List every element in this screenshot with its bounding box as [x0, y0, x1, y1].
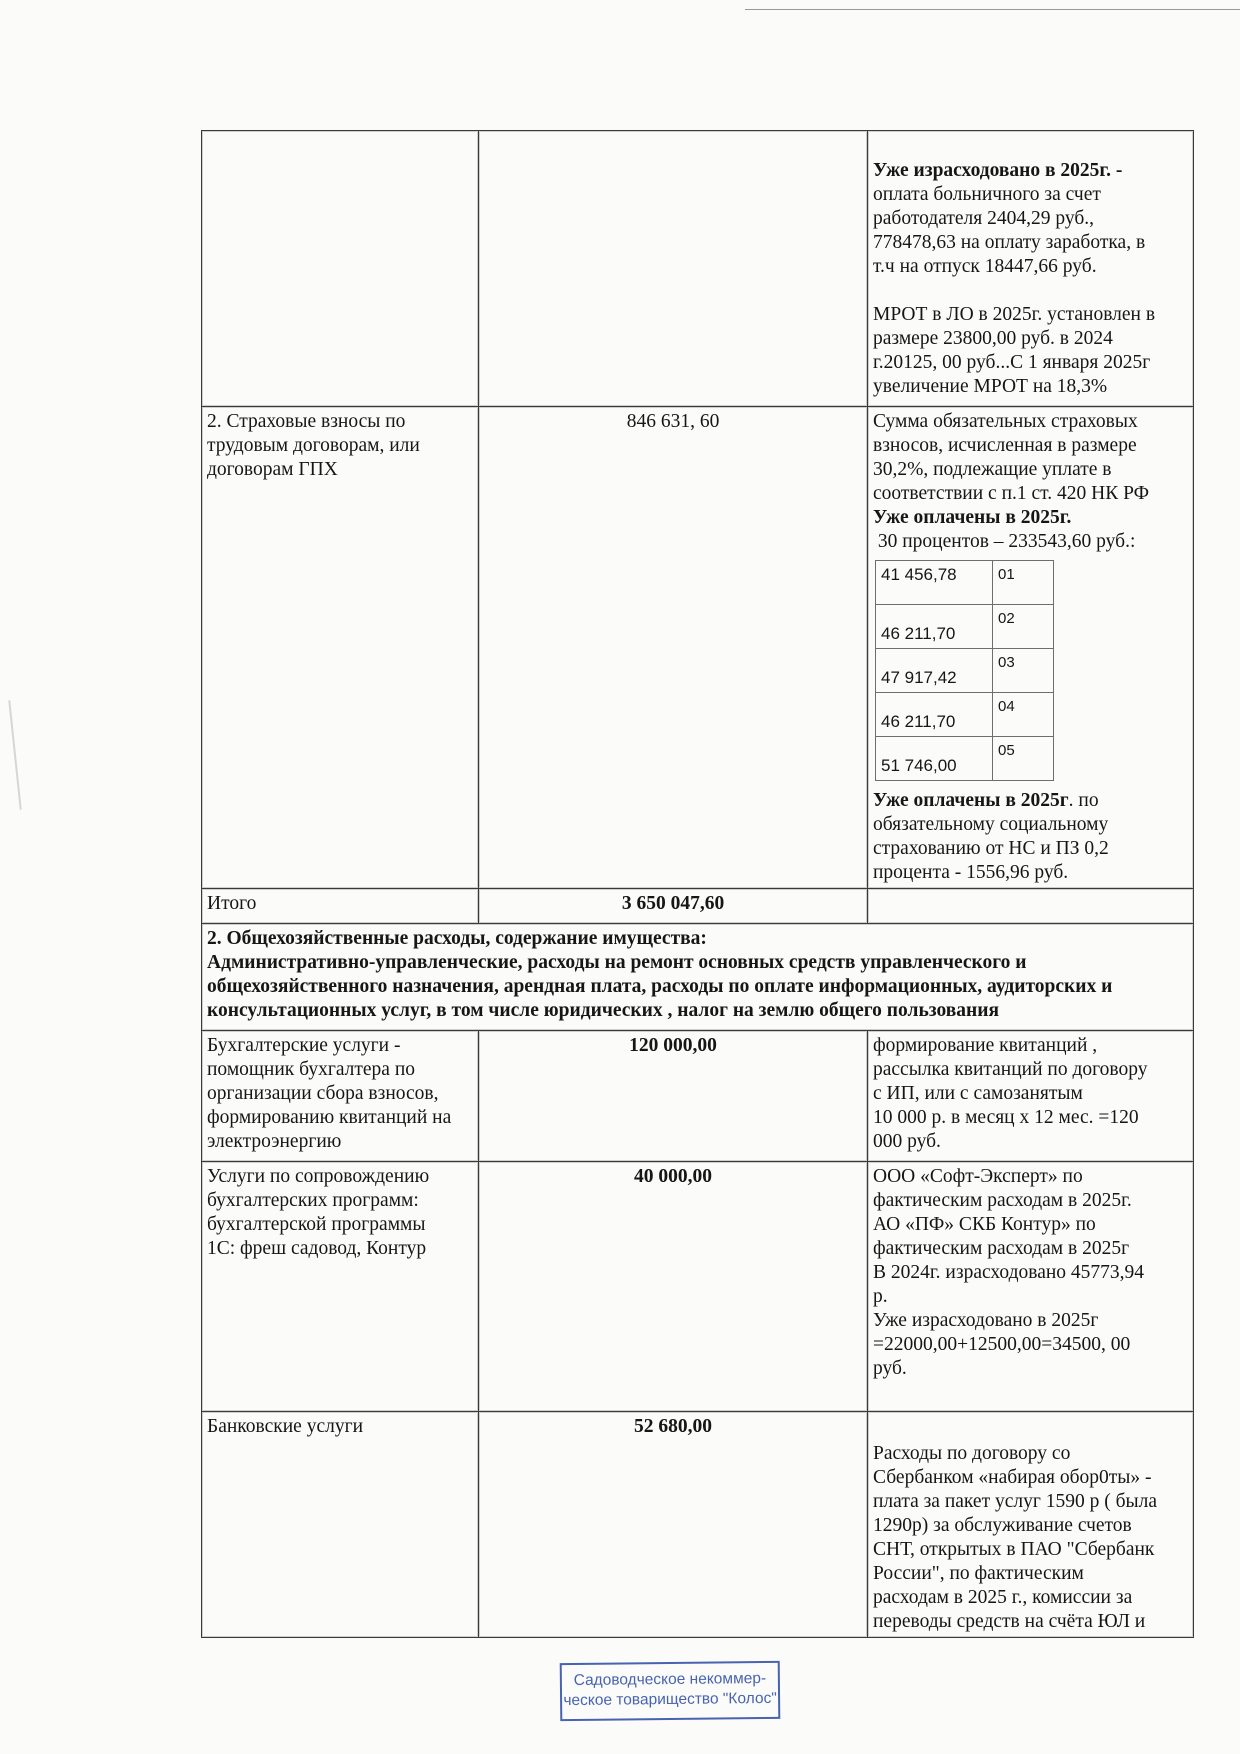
amount-cell: 52 680,00	[479, 1412, 868, 1638]
section-row	[202, 924, 1194, 1031]
payment-month: 02	[993, 605, 1054, 649]
stamp-line: ческое товарищество "Колос"	[563, 1689, 777, 1710]
notes-line: плата за пакет услуг 1590 р ( была	[873, 1491, 1158, 1512]
item-label: трудовым договорам, или	[207, 435, 420, 456]
notes-bold-heading: Уже оплачены в 2025г.	[873, 507, 1072, 528]
notes-bold-heading: Уже израсходовано в 2025г. -	[873, 160, 1123, 181]
notes-cell	[868, 889, 1194, 924]
monthly-row	[876, 649, 1054, 693]
notes-line: процента - 1556,96 руб.	[873, 862, 1069, 883]
notes-line: увеличение МРОТ на 18,3%	[873, 376, 1108, 397]
notes-line: 1290р) за обслуживание счетов	[873, 1515, 1132, 1536]
notes-line: Уже израсходовано в 2025г	[873, 1310, 1099, 1331]
total-row	[202, 889, 1194, 924]
item-label: бухгалтерской программы	[207, 1214, 426, 1235]
notes-line: работодателя 2404,29 руб.,	[873, 208, 1095, 229]
section-line: Административно-управленческие, расходы на ремонт основных средств управленческого и	[207, 952, 1027, 973]
notes-line: СНТ, открытых в ПАО "Сбербанк	[873, 1539, 1155, 1560]
payment-value: 46 211,70	[876, 693, 993, 737]
item-label: помощник бухгалтера по	[207, 1059, 416, 1080]
payment-value: 51 746,00	[876, 737, 993, 781]
item-label: Бухгалтерские услуги -	[207, 1035, 401, 1056]
notes-inline: . по	[1068, 790, 1099, 811]
table-row	[202, 131, 1194, 407]
section-line: общехозяйственного назначения, арендная плата, расходы по оплате информационных, аудиторских и	[207, 976, 1113, 997]
stamp-line: Садоводческое некоммер-	[573, 1669, 767, 1690]
notes-line: Сумма обязательных страховых	[873, 411, 1138, 432]
scan-top-rule	[745, 9, 1240, 10]
payment-month: 04	[993, 693, 1054, 737]
notes-cell	[868, 1031, 1194, 1162]
total-amount: 3 650 047,60	[479, 889, 868, 924]
budget-table	[201, 130, 1194, 1638]
notes-line: МРОТ в ЛО в 2025г. установлен в	[873, 304, 1156, 325]
notes-cell	[868, 131, 1194, 407]
amount-cell	[479, 131, 868, 407]
notes-line: формирование квитанций ,	[873, 1035, 1098, 1056]
amount-cell: 120 000,00	[479, 1031, 868, 1162]
payment-value: 46 211,70	[876, 605, 993, 649]
payment-value: 41 456,78	[876, 561, 993, 605]
item-label: договорам ГПХ	[207, 459, 338, 480]
notes-line: расходам в 2025 г., комиссии за	[873, 1587, 1133, 1608]
notes-line: соответствии с п.1 ст. 420 НК РФ	[873, 483, 1149, 504]
notes-line: страхованию от НС и ПЗ 0,2	[873, 838, 1109, 859]
notes-line: обязательному социальному	[873, 814, 1109, 835]
notes-line	[873, 789, 1188, 813]
monthly-payments-table	[875, 560, 1054, 781]
item-label: электроэнергию	[207, 1131, 342, 1152]
payment-value: 47 917,42	[876, 649, 993, 693]
notes-line: с ИП, или с самозанятым	[873, 1083, 1083, 1104]
notes-line: АО «ПФ» СКБ Контур» по	[873, 1214, 1096, 1235]
notes-line: р.	[873, 1286, 888, 1307]
notes-bold-inline: Уже оплачены в 2025г	[873, 790, 1069, 811]
notes-line: 10 000 р. в месяц х 12 мес. =120	[873, 1107, 1139, 1128]
payment-month: 01	[993, 561, 1054, 605]
item-cell: Банковские услуги	[202, 1412, 479, 1638]
table-row	[202, 1162, 1194, 1412]
notes-line: 778478,63 на оплату заработка, в	[873, 232, 1146, 253]
notes-line: фактическим расходам в 2025г.	[873, 1190, 1132, 1211]
item-label: Услуги по сопровождению	[207, 1166, 430, 1187]
amount-cell: 846 631, 60	[479, 407, 868, 889]
amount-cell: 40 000,00	[479, 1162, 868, 1412]
section-line: консультационных услуг, в том числе юридических , налог на землю общего пользования	[207, 1000, 1000, 1021]
organization-stamp	[560, 1661, 781, 1721]
notes-line: России", по фактическим	[873, 1563, 1084, 1584]
notes-line: 30,2%, подлежащие уплате в	[873, 459, 1112, 480]
monthly-row	[876, 561, 1054, 605]
notes-line: ООО «Софт-Эксперт» по	[873, 1166, 1083, 1187]
notes-line: =22000,00+12500,00=34500, 00	[873, 1334, 1131, 1355]
notes-line: 30 процентов – 233543,60 руб.:	[873, 531, 1136, 552]
notes-line: фактическим расходам в 2025г	[873, 1238, 1130, 1259]
notes-line: руб.	[873, 1358, 907, 1379]
item-label: 2. Страховые взносы по	[207, 411, 406, 432]
notes-line: 000 руб.	[873, 1131, 941, 1152]
notes-line: взносов, исчисленная в размере	[873, 435, 1137, 456]
monthly-row	[876, 693, 1054, 737]
notes-line: г.20125, 00 руб...С 1 января 2025г	[873, 352, 1151, 373]
total-label: Итого	[202, 889, 479, 924]
monthly-row	[876, 737, 1054, 781]
notes-line: переводы средств на счёта ЮЛ и	[873, 1611, 1146, 1632]
item-label: бухгалтерских программ:	[207, 1190, 419, 1211]
table-row	[202, 1031, 1194, 1162]
item-label: организации сбора взносов,	[207, 1083, 439, 1104]
payment-month: 03	[993, 649, 1054, 693]
item-cell	[202, 1031, 479, 1162]
notes-cell	[868, 407, 1194, 889]
item-label: формированию квитанций на	[207, 1107, 452, 1128]
table-row	[202, 1412, 1194, 1638]
notes-line: размере 23800,00 руб. в 2024	[873, 328, 1113, 349]
table-row	[202, 407, 1194, 889]
notes-line: рассылка квитанций по договору	[873, 1059, 1148, 1080]
section-heading	[202, 924, 1194, 1031]
item-cell	[202, 1162, 479, 1412]
notes-cell	[868, 1162, 1194, 1412]
item-label: 1С: фреш садовод, Контур	[207, 1238, 427, 1259]
section-line: 2. Общехозяйственные расходы, содержание имущества:	[207, 928, 707, 949]
payment-month: 05	[993, 737, 1054, 781]
notes-line: В 2024г. израсходовано 45773,94	[873, 1262, 1145, 1283]
item-cell	[202, 131, 479, 407]
notes-line: Сбербанком «набирая обор0ты» -	[873, 1467, 1152, 1488]
scan-edge-mark	[8, 700, 21, 810]
monthly-row	[876, 605, 1054, 649]
notes-line: Расходы по договору со	[873, 1443, 1071, 1464]
notes-cell	[868, 1412, 1194, 1638]
item-cell	[202, 407, 479, 889]
notes-line: оплата больничного за счет	[873, 184, 1101, 205]
notes-line: т.ч на отпуск 18447,66 руб.	[873, 256, 1097, 277]
